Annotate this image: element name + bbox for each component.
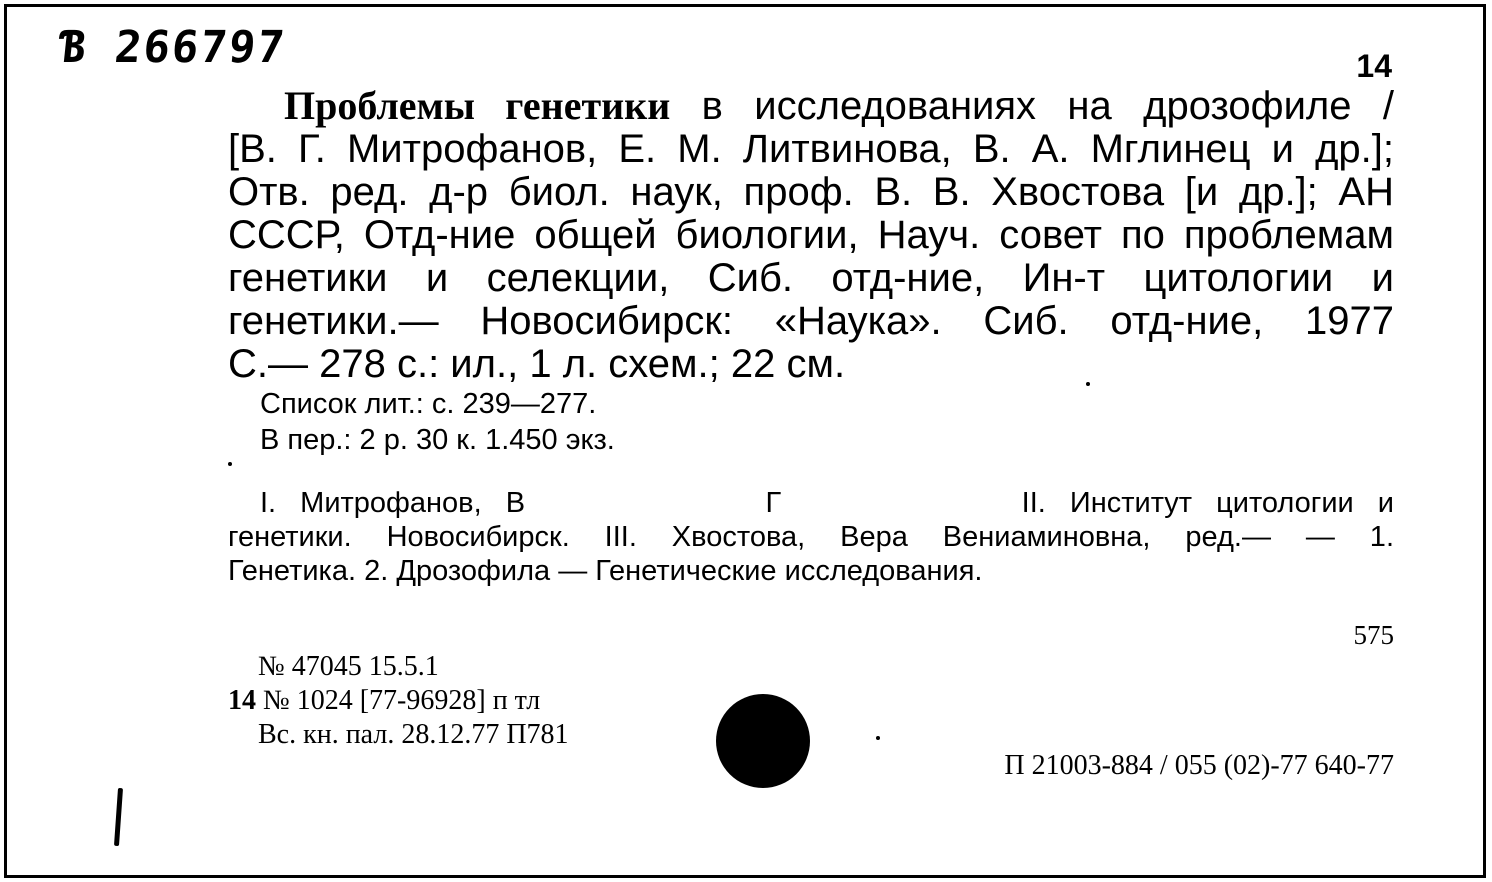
tracing-line-2: генетики. Новосибирск. III. Хвостова, Вера Вениаминовна, ред.— — 1. — [228, 521, 1394, 553]
entry-line-6: генетики.— Новосибирск: «Наука». Сиб. отд-ние, 1977 — [228, 300, 1394, 343]
bibliographic-entry — [228, 84, 1394, 386]
entry-line-7: С.— 278 с.: ил., 1 л. схем.; 22 см. — [228, 343, 846, 386]
tracing-line-1: I. Митрофанов, В Г II. Институт цитологии и — [260, 487, 1394, 519]
print-speck — [1086, 382, 1090, 386]
imprint-line-2-rest: № 1024 [77-96928] п тл — [263, 685, 541, 716]
notes-block — [260, 386, 615, 458]
binding-price-note: В пер.: 2 р. 30 к. 1.450 экз. — [260, 424, 615, 456]
imprint-block — [228, 650, 569, 752]
imprint-line-2 — [228, 684, 569, 718]
print-speck — [876, 736, 880, 740]
classification-number: 575 — [1353, 620, 1394, 650]
print-speck — [228, 462, 232, 466]
punch-hole — [716, 694, 810, 788]
imprint-line-3: Вс. кн. пал. 28.12.77 П781 — [258, 719, 569, 750]
handwritten-inventory-number: Ɓ 266797 — [55, 22, 289, 73]
price-code: П 21003-884 / 055 (02)-77 640-77 — [1004, 750, 1394, 781]
card-number: 14 — [1356, 48, 1392, 84]
tracings-block — [228, 486, 1394, 588]
entry-line-1 — [228, 84, 1394, 128]
entry-line-5: генетики и селекции, Сиб. отд-ние, Ин-т цитологии и — [228, 257, 1394, 300]
entry-title-rest: в исследованиях на дрозофиле / — [701, 84, 1394, 128]
entry-title: Проблемы генетики — [284, 84, 671, 128]
entry-line-3: Отв. ред. д-р биол. наук, проф. В. В. Хвостова [и др.]; АН — [228, 171, 1394, 214]
tracing-line-3: Генетика. 2. Дрозофила — Генетические исследования. — [228, 555, 983, 587]
imprint-line-2-prefix: 14 — [228, 685, 256, 716]
entry-line-2: [В. Г. Митрофанов, Е. М. Литвинова, В. А. Мглинец и др.]; — [228, 128, 1394, 171]
imprint-line-1: № 47045 15.5.1 — [258, 651, 439, 682]
bibliography-note: Список лит.: с. 239—277. — [260, 388, 597, 420]
entry-line-4: СССР, Отд-ние общей биологии, Науч. совет по проблемам — [228, 214, 1394, 257]
